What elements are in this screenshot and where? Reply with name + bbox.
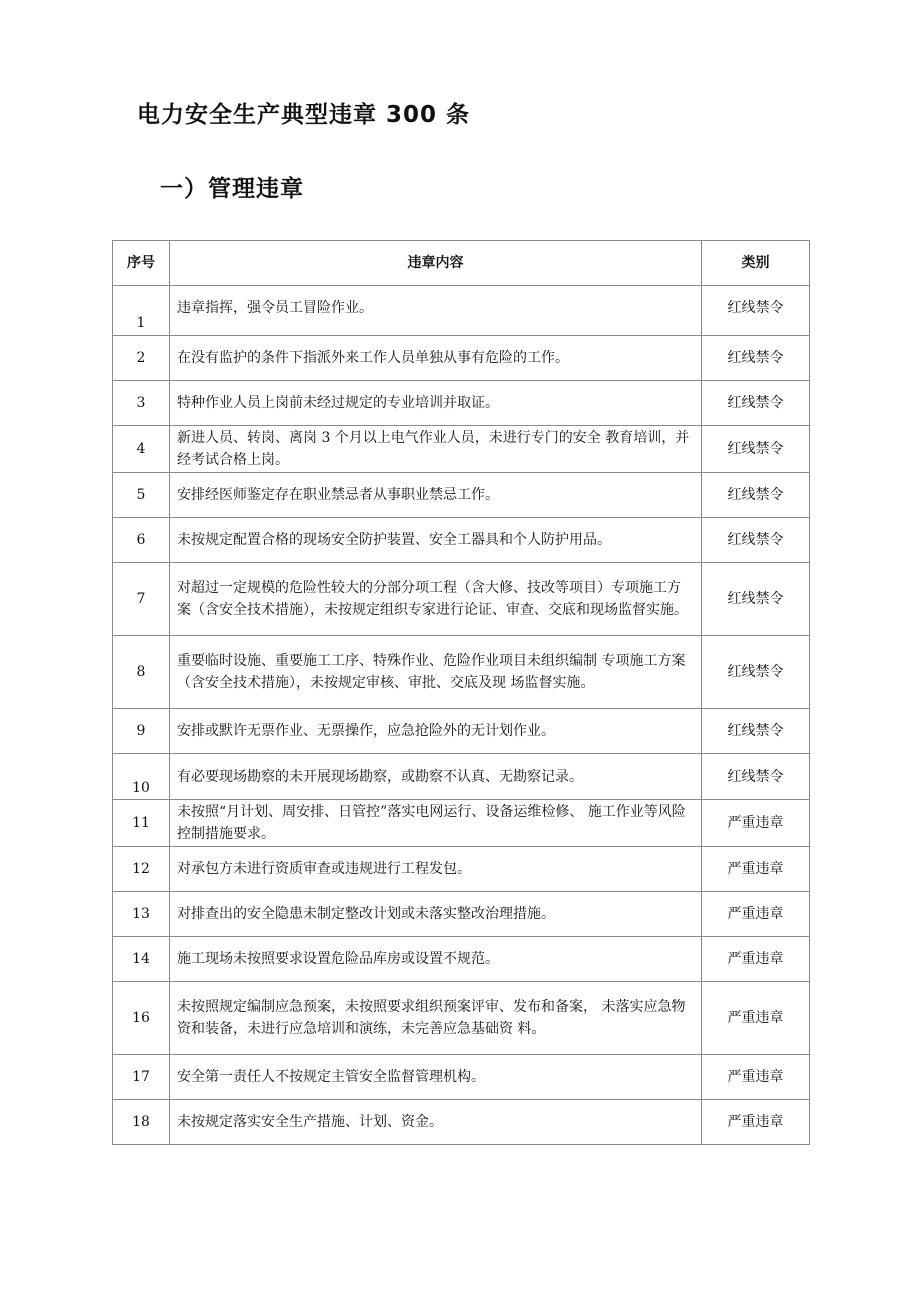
table-row (113, 892, 810, 937)
header-number: 序号 (113, 241, 170, 286)
table-row (113, 563, 810, 636)
row-category: 红线禁令 (702, 381, 810, 426)
row-category: 红线禁令 (702, 286, 810, 336)
table-row (113, 426, 810, 473)
row-number: 17 (113, 1055, 170, 1100)
row-category: 红线禁令 (702, 336, 810, 381)
row-content: 在没有监护的条件下指派外来工作人员单独从事有危险的工作。 (170, 336, 702, 381)
row-number: 13 (113, 892, 170, 937)
table-row (113, 800, 810, 847)
row-content: 对排查出的安全隐患未制定整改计划或未落实整改治理措施。 (170, 892, 702, 937)
table-row (113, 937, 810, 982)
row-number: 1 (113, 286, 170, 336)
row-content: 特种作业人员上岗前未经过规定的专业培训并取证。 (170, 381, 702, 426)
violations-table (112, 240, 810, 1145)
row-content: 重要临时设施、重要施工工序、特殊作业、危险作业项目未组织编制 专项施工方案（含安全技术措施），未按规定审核、审批、交底及现 场监督实施。 (170, 636, 702, 709)
table-row (113, 473, 810, 518)
row-number: 6 (113, 518, 170, 563)
row-number: 16 (113, 982, 170, 1055)
row-number: 11 (113, 800, 170, 847)
row-content: 新进人员、转岗、离岗 3 个月以上电气作业人员，未进行专门的安全 教育培训，并经考试合格上岗。 (170, 426, 702, 473)
row-number: 10 (113, 754, 170, 800)
row-category: 严重违章 (702, 1100, 810, 1145)
row-category: 严重违章 (702, 982, 810, 1055)
table-row (113, 754, 810, 800)
row-content: 对承包方未进行资质审查或违规进行工程发包。 (170, 847, 702, 892)
table-row (113, 381, 810, 426)
row-number: 8 (113, 636, 170, 709)
row-category: 严重违章 (702, 800, 810, 847)
row-content: 施工现场未按照要求设置危险品库房或设置不规范。 (170, 937, 702, 982)
row-category: 严重违章 (702, 892, 810, 937)
row-number: 2 (113, 336, 170, 381)
row-content: 未按规定配置合格的现场安全防护装置、安全工器具和个人防护用品。 (170, 518, 702, 563)
row-number: 7 (113, 563, 170, 636)
table-row (113, 847, 810, 892)
table-row (113, 709, 810, 754)
row-category: 红线禁令 (702, 426, 810, 473)
row-number: 12 (113, 847, 170, 892)
table-header-row (113, 241, 810, 286)
row-content: 对超过一定规模的危险性较大的分部分项工程（含大修、技改等项目）专项施工方案（含安全技术措施），未按规定组织专家进行论证、审查、交底和现场监督实施。 (170, 563, 702, 636)
row-content: 未按照“月计划、周安排、日管控”落实电网运行、设备运维检修、 施工作业等风险控制措施要求。 (170, 800, 702, 847)
table-row (113, 336, 810, 381)
row-category: 红线禁令 (702, 636, 810, 709)
row-category: 红线禁令 (702, 563, 810, 636)
row-number: 3 (113, 381, 170, 426)
row-category: 红线禁令 (702, 754, 810, 800)
table-row (113, 982, 810, 1055)
row-content: 违章指挥，强令员工冒险作业。 (170, 286, 702, 336)
row-category: 严重违章 (702, 1055, 810, 1100)
table-row (113, 518, 810, 563)
row-content: 有必要现场勘察的未开展现场勘察，或勘察不认真、无勘察记录。 (170, 754, 702, 800)
row-category: 严重违章 (702, 847, 810, 892)
row-category: 红线禁令 (702, 473, 810, 518)
row-number: 5 (113, 473, 170, 518)
row-category: 严重违章 (702, 937, 810, 982)
row-category: 红线禁令 (702, 518, 810, 563)
row-content: 未按规定落实安全生产措施、计划、资金。 (170, 1100, 702, 1145)
header-category: 类别 (702, 241, 810, 286)
row-content: 安排或默许无票作业、无票操作，应急抢险外的无计划作业。 (170, 709, 702, 754)
table-row (113, 286, 810, 336)
table-row (113, 636, 810, 709)
section-title: 一）管理违章 (160, 176, 304, 202)
row-number: 14 (113, 937, 170, 982)
row-content: 未按照规定编制应急预案，未按照要求组织预案评审、发布和备案， 未落实应急物资和装备，未进行应急培训和演练，未完善应急基础资 料。 (170, 982, 702, 1055)
row-number: 4 (113, 426, 170, 473)
row-number: 18 (113, 1100, 170, 1145)
table-row (113, 1055, 810, 1100)
row-category: 红线禁令 (702, 709, 810, 754)
header-content: 违章内容 (170, 241, 702, 286)
table-row (113, 1100, 810, 1145)
document-title: 电力安全生产典型违章 300 条 (137, 102, 471, 128)
row-content: 安全第一责任人不按规定主管安全监督管理机构。 (170, 1055, 702, 1100)
row-content: 安排经医师鉴定存在职业禁忌者从事职业禁忌工作。 (170, 473, 702, 518)
row-number: 9 (113, 709, 170, 754)
